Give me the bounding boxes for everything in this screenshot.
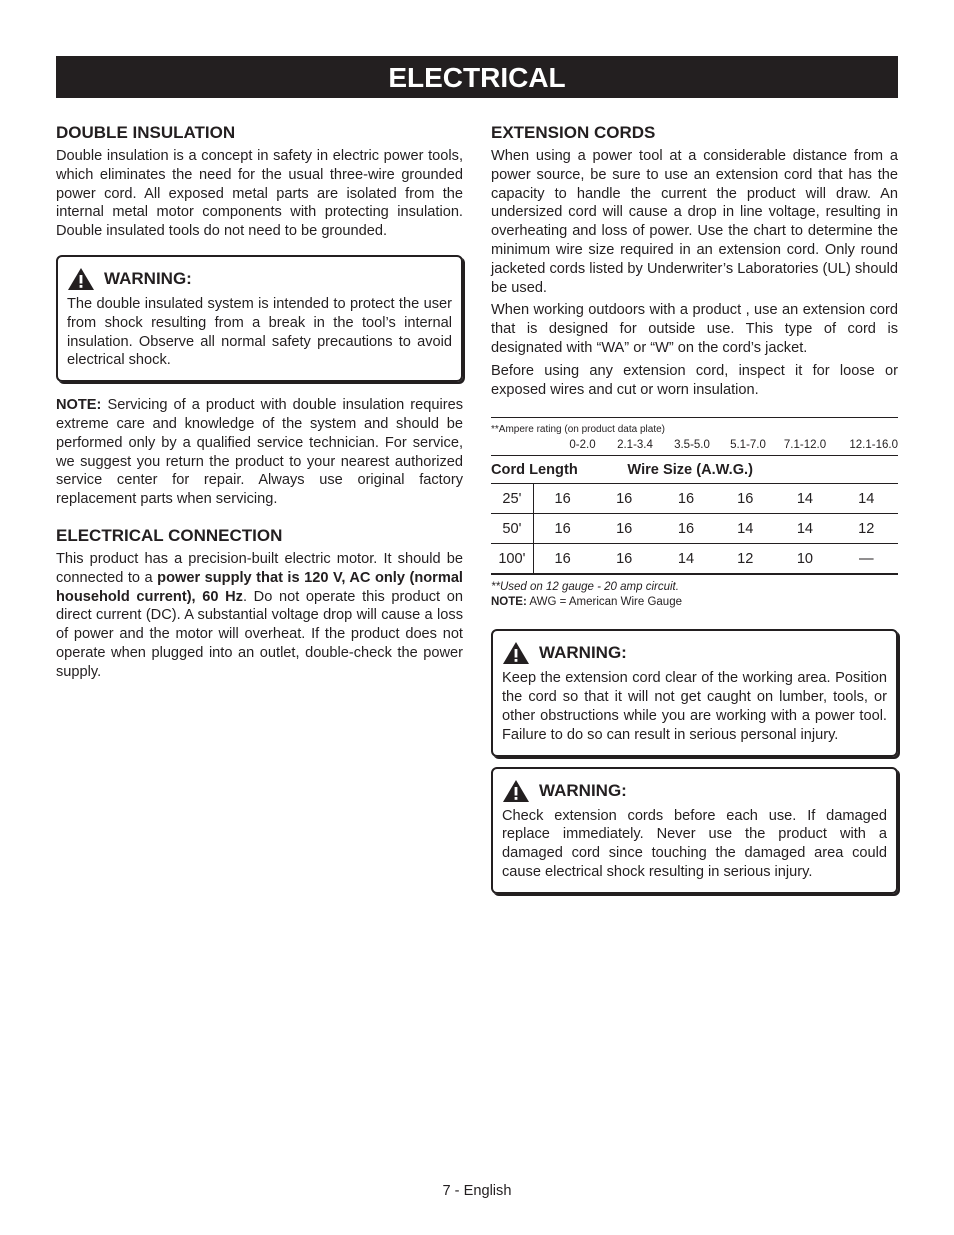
awg-note: [491, 595, 898, 610]
table-row: [491, 544, 898, 575]
wire-size-cell: 16: [715, 484, 775, 514]
check-cords-warning-box: [491, 767, 898, 894]
ampere-range: 2.1-3.4: [617, 439, 653, 452]
table-header-row: [491, 456, 898, 484]
wire-size-table: [491, 456, 898, 575]
double-insulation-body: Double insulation is a concept in safety in electric power tools, which eliminates the need for the usual three-wire grounded power cord. All exposed metal parts are isolated from the internal metal motor components with protecting insulation. Double insulated tools do not need to be grounded.: [56, 148, 463, 240]
wire-size-header: Wire Size (A.W.G.): [591, 456, 898, 484]
ampere-range: 3.5-5.0: [674, 439, 710, 452]
servicing-note: [56, 396, 463, 509]
wire-size-cell: 16: [533, 514, 591, 544]
electrical-connection-body: [56, 550, 463, 682]
wire-size-cell: 14: [657, 544, 715, 575]
ampere-note: **Ampere rating (on product data plate): [491, 424, 665, 436]
wire-size-cell: 16: [533, 544, 591, 575]
wire-size-cell: 16: [591, 484, 657, 514]
wire-size-cell: 14: [715, 514, 775, 544]
ampere-range: 7.1-12.0: [783, 439, 827, 452]
warning-triangle-icon: [502, 641, 530, 665]
extension-cords-para-1: When using a power tool at a considerable distance from a power source, be sure to use an extension cord that has the capacity to handle the current the product will draw. An undersized cord will cause a drop in line voltage, resulting in overheating and loss of power. Use the chart to determine the minimum wire size required in an extension cord. Only round jacketed cords listed by Underwriter’s Laboratories (UL) should be used.: [491, 148, 898, 296]
cord-length-header: Cord Length: [491, 456, 591, 484]
wire-size-cell: 14: [775, 484, 834, 514]
warning-triangle-icon: [67, 267, 95, 291]
warning-body: The double insulated system is intended to protect the user from shock resulting from a break in the tool’s internal insulation. Observe all normal safety precautions to avoid electrical shock.: [67, 295, 452, 369]
note-body: AWG = American Wire Gauge: [526, 596, 682, 609]
gauge-footnote: **Used on 12 gauge - 20 amp circuit.: [491, 581, 679, 594]
ampere-range-row: [491, 437, 898, 456]
extension-cords-para-3: Before using any extension cord, inspect it for loose or exposed wires and cut or worn insulation.: [491, 362, 898, 398]
cord-size-table: [491, 417, 898, 610]
cord-length-cell: 25': [491, 484, 533, 514]
warning-body: Check extension cords before each use. If damaged replace immediately. Never use the product with a damaged cord since touching the damaged area could cause electrical shock resulting in serious injury.: [502, 807, 887, 880]
warning-title: WARNING:: [104, 268, 192, 288]
wire-size-cell: 16: [533, 484, 591, 514]
wire-size-cell: 12: [835, 514, 898, 544]
left-column: [56, 122, 463, 682]
wire-size-cell: —: [835, 544, 898, 575]
extension-cords-para-2: When working outdoors with a product , use an extension cord that is designed for outside use. This type of cord is designated with “WA” or “W” on the cord’s jacket.: [491, 302, 898, 356]
connection-text-1: This product has a precision-built electric motor. It should be connected to a: [56, 550, 463, 586]
power-supply-spec: power supply that is 120 V, AC only (normal household current), 60 Hz: [56, 569, 463, 605]
extension-cords-heading: EXTENSION CORDS: [491, 123, 656, 142]
ampere-range: 0-2.0: [569, 439, 596, 452]
wire-size-cell: 14: [835, 484, 898, 514]
cord-length-cell: 100': [491, 544, 533, 575]
wire-size-cell: 14: [775, 514, 834, 544]
note-label: NOTE:: [56, 397, 102, 414]
wire-size-cell: 16: [657, 514, 715, 544]
electrical-connection-heading: ELECTRICAL CONNECTION: [56, 525, 283, 545]
page-title: ELECTRICAL: [56, 56, 898, 98]
warning-triangle-icon: [502, 779, 530, 803]
note-label: NOTE:: [491, 596, 527, 609]
right-column: [491, 122, 898, 894]
keep-cord-clear-warning-box: [491, 629, 898, 756]
ampere-range: 12.1-16.0: [849, 439, 898, 452]
table-row: [491, 484, 898, 514]
wire-size-cell: 16: [657, 484, 715, 514]
wire-size-cell: 10: [775, 544, 834, 575]
note-body: Servicing of a product with double insulation requires extreme care and knowledge of the system and should be performed only by a qualified service technician. For service, we suggest you return the product to your nearest authorized service center for repair. Always use original factory replacement parts when servicing.: [56, 397, 463, 508]
double-insulation-warning-box: [56, 255, 463, 382]
wire-size-cell: 12: [715, 544, 775, 575]
table-footnotes: [491, 580, 898, 610]
warning-body: Keep the extension cord clear of the working area. Position the cord so that it will not get caught on lumber, tools, or other obstructions while you are working with a power tool. Failure to do so can result in serious personal injury.: [502, 670, 887, 743]
wire-size-cell: 16: [591, 514, 657, 544]
cord-length-cell: 50': [491, 514, 533, 544]
page-footer: 7 - English: [442, 1183, 512, 1199]
ampere-range: 5.1-7.0: [730, 439, 766, 452]
wire-size-cell: 16: [591, 544, 657, 575]
connection-text-2: . Do not operate this product on direct current (DC). A substantial voltage drop will cause a loss of power and the motor will overheat. If the product does not operate when plugged into an outlet, double-check the power supply.: [56, 588, 463, 680]
warning-title: WARNING:: [539, 643, 627, 663]
double-insulation-heading: DOUBLE INSULATION: [56, 123, 236, 142]
table-row: [491, 514, 898, 544]
warning-title: WARNING:: [539, 780, 627, 800]
